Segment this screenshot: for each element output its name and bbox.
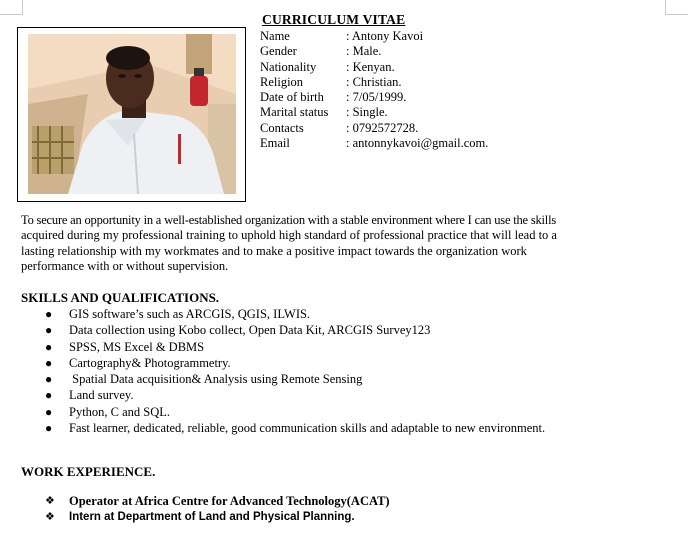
detail-label: Nationality: [260, 59, 317, 74]
bullet-icon: ●: [45, 404, 53, 419]
bullet-icon: ●: [45, 355, 53, 370]
detail-value: : Single.: [346, 105, 388, 120]
bullet-icon: ●: [45, 307, 53, 321]
cv-title: CURRICULUM VITAE: [262, 12, 406, 27]
skill-text: Python, C and SQL.: [69, 404, 171, 419]
bullet-icon: ●: [45, 323, 53, 338]
skill-text: Fast learner, dedicated, reliable, good communication skills and adaptable to new environment.: [69, 421, 546, 436]
detail-label: Religion: [260, 74, 304, 89]
detail-value: : Antony Kavoi: [346, 29, 424, 43]
objective-line: To secure an opportunity in a well-established organization with a stable environment where I can use the skills: [21, 213, 557, 227]
bullet-icon: ●: [45, 339, 53, 354]
detail-value: : Christian.: [346, 74, 402, 89]
bullet-icon: ●: [45, 372, 53, 387]
detail-label: Gender: [260, 44, 297, 59]
page-corner-mark-left: [0, 0, 23, 15]
skill-text: SPSS, MS Excel & DBMS: [69, 339, 205, 354]
bullet-icon: ●: [45, 388, 53, 403]
detail-value: : antonnykavoi@gmail.com.: [346, 136, 489, 151]
work-text: Intern at Department of Land and Physical Planning.: [69, 511, 355, 523]
objective-line: performance with or without supervision.: [21, 258, 229, 273]
detail-label: Marital status: [260, 105, 329, 120]
page-corner-mark-right: [665, 0, 688, 15]
bullet-icon: ●: [45, 421, 53, 436]
detail-label: Name: [260, 29, 290, 43]
detail-value: : Male.: [346, 44, 382, 59]
detail-label: Date of birth: [260, 90, 324, 105]
detail-value: : 7/05/1999.: [346, 90, 407, 105]
skill-text: Spatial Data acquisition& Analysis using Remote Sensing: [69, 372, 363, 387]
skill-text: Cartography& Photogrammetry.: [69, 355, 231, 370]
detail-label: Email: [260, 136, 290, 151]
objective-line: lasting relationship with my workmates and to make a positive impact towards the organization work: [21, 243, 527, 258]
photo-frame: [17, 27, 246, 202]
skill-text: Data collection using Kobo collect, Open Data Kit, ARCGIS Survey123: [69, 323, 431, 338]
skills-heading: SKILLS AND QUALIFICATIONS.: [21, 290, 220, 305]
diamond-bullet-icon: ❖: [45, 511, 55, 523]
career-objective: [21, 213, 619, 274]
profile-photo: [28, 34, 236, 194]
detail-label: Contacts: [260, 120, 304, 135]
detail-value: : 0792572728.: [346, 120, 419, 135]
skill-text: Land survey.: [69, 388, 134, 403]
objective-line: acquired during my professional training to uphold high standard of professional practice that will lead to a: [21, 228, 557, 243]
profile-photo-illustration: [28, 34, 236, 194]
diamond-bullet-icon: ❖: [45, 495, 55, 507]
skill-text: GIS software’s such as ARCGIS, QGIS, ILWIS.: [69, 307, 311, 321]
work-text: Operator at Africa Centre for Advanced Technology(ACAT): [69, 494, 390, 508]
work-experience-heading: WORK EXPERIENCE.: [21, 464, 156, 479]
detail-value: : Kenyan.: [346, 59, 395, 74]
